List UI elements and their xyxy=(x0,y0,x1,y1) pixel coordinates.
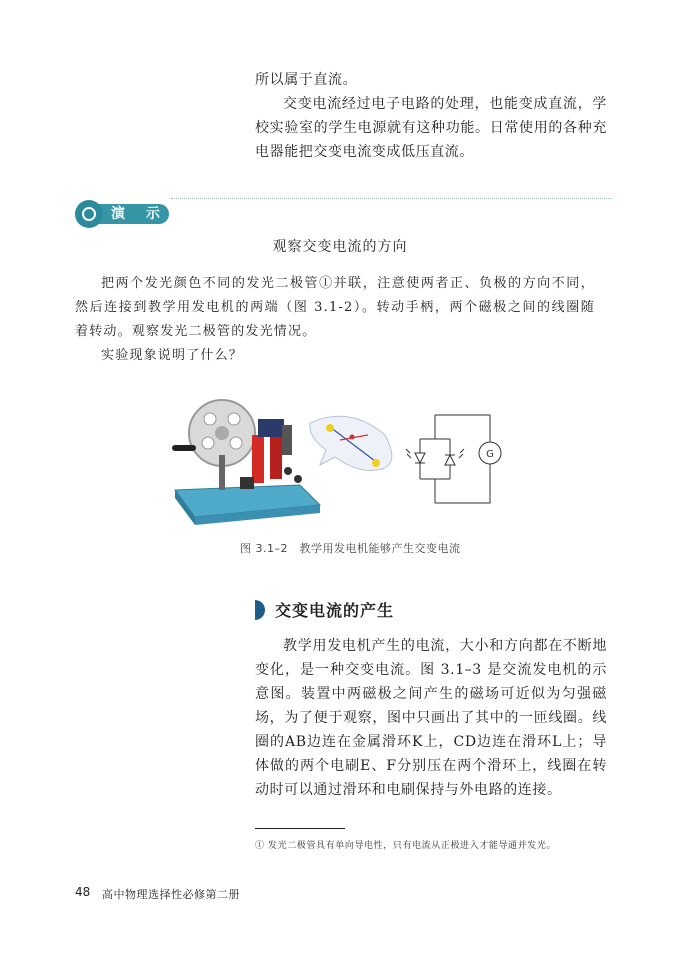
led-closeup-bubble xyxy=(310,416,392,470)
demo-banner-rule xyxy=(171,198,611,199)
demo-question: 实验现象说明了什么？ xyxy=(101,348,244,363)
demo-banner xyxy=(75,198,615,228)
demo-instructions: 把两个发光颜色不同的发光二极管①并联，注意使两者正、负极的方向不同，然后连接到教学用发电机的两端（图 3.1-2）。转动手柄，两个磁极之间的线圈随着转动。观察发光二极管的发光情况。 xyxy=(75,276,595,339)
demo-body xyxy=(75,272,595,368)
figure-caption: 图 3.1–2 教学用发电机能够产生交变电流 xyxy=(240,542,461,555)
page-number: 48 xyxy=(75,885,91,899)
intro-text-block xyxy=(255,68,607,164)
intro-paragraph: 交变电流经过电子电路的处理，也能变成直流，学校实验室的学生电源就有这种功能。日常使用的各种充电器能把交变电流变成低压直流。 xyxy=(255,96,607,160)
footnote: ① 发光二极管具有单向导电性，只有电流从正极进入才能导通并发光。 xyxy=(255,841,557,851)
footnote-rule xyxy=(255,828,345,829)
demo-circle-icon xyxy=(75,200,103,228)
demo-label: 演 示 xyxy=(111,206,168,222)
section-body xyxy=(255,634,607,802)
generator-illustration xyxy=(172,400,320,525)
generator-figure xyxy=(170,395,510,530)
section-marker-icon xyxy=(255,600,265,620)
book-title: 高中物理选择性必修第二册 xyxy=(102,888,240,901)
section-paragraph: 教学用发电机产生的电流，大小和方向都在不断地变化，是一种交变电流。图 3.1–3 是交流发电机的示意图。装置中两磁极之间产生的磁场可近似为匀强磁场，为了便于观察，图中只画出了其中的一匝线圈。线圈的AB边连在金属滑环K上，CD边连在滑环L上；导体做的两个电刷E、F分别压在两个滑环上，线圈在转动时可以通过滑环和电刷保持与外电路的连接。 xyxy=(255,638,607,798)
intro-line: 所以属于直流。 xyxy=(255,72,358,88)
meter-label: G xyxy=(486,449,494,460)
section-title: 交变电流的产生 xyxy=(275,601,395,620)
demo-title: 观察交变电流的方向 xyxy=(272,239,408,255)
